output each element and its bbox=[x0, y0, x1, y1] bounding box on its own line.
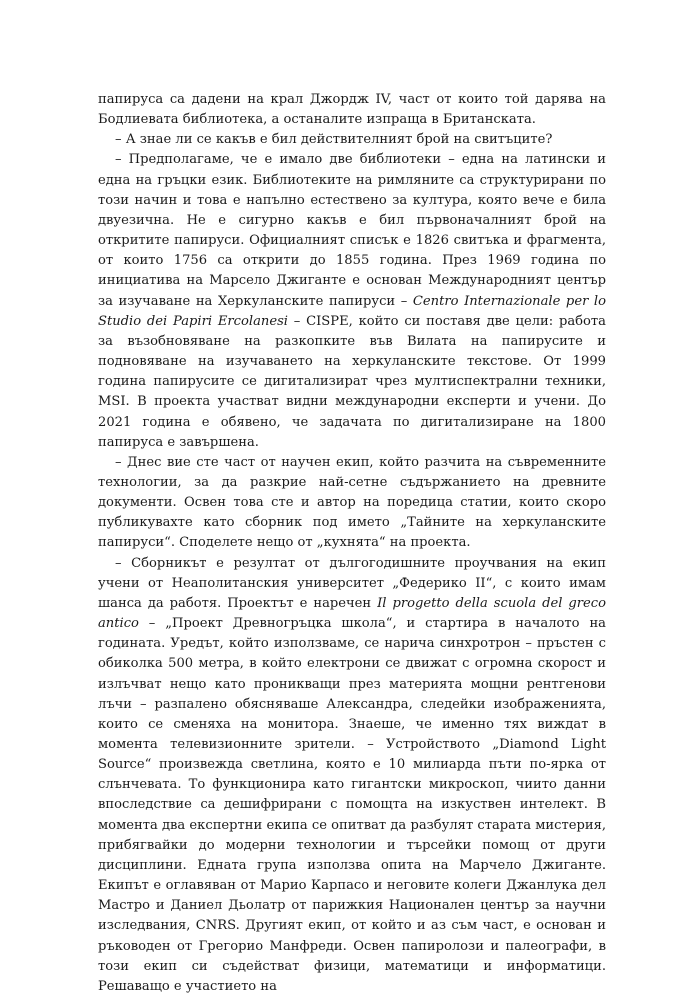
paragraph-text: – А знае ли се какъв е бил действителният брой на свитъците? bbox=[115, 132, 553, 148]
paragraph-1 bbox=[98, 90, 606, 130]
paragraph-text: – Предполагаме, че е имало две библиотеки – една на латински и една на гръцки език. Библиотеките на римляните са структурирани по този начин и това е напълно естествено за култура, която вече е била двуезична. Не е сигурно какъв е бил първоначалният брой на откритите папируси. Официалният списък е 1826 свитъка и фрагмента, от които 1756 са открити до 1855 година. През 1969 година по инициатива на Марсело Джиганте е основан Международният център за изучаване на Херкуланските папируси – bbox=[98, 152, 606, 309]
paragraph-text: папируса са дадени на крал Джордж IV, част от които той дарява на Бодлиевата библиотека, а останалите изпраща в Британската. bbox=[98, 92, 606, 128]
paragraph-3 bbox=[98, 150, 606, 452]
paragraph-5 bbox=[98, 554, 606, 997]
italic-title: Il progetto della scuola del greco antico bbox=[98, 595, 606, 632]
paragraph-text: – Днес вие сте част от научен екип, който разчита на съвременните технологии, за да разкрие най-сетне съдържанието на древните документи. Освен това сте и автор на поредица статии, които скоро публикувахте като сборник под името „Тайните на херкуланските папируси“. Споделете нещо от „кухнята“ на проекта. bbox=[98, 454, 606, 551]
paragraph-4 bbox=[98, 453, 606, 554]
paragraph-text: – „Проект Древногръцка школа“, и стартира в началото на годината. Уредът, който използваме, се нарича синхротрон – пръстен с обиколка 500 метра, в който електрони се движат с огромна скорост и излъчват нещо като проникващи през материята мощни рентгенови лъчи – разпалено обясняваше Александра, следейки изображенията, които се сменяха на монитора. Знаеше, че именно тях виждат в момента телевизионните зрители. – Устройството „Diamond Light Source“ произвежда светлина, която е 10 милиарда пъти по-ярка от слънчевата. То функционира като гигантски микроскоп, чиито данни впоследствие са дешифрирани с помощта на изкуствен интелект. В момента два експертни екипа се опитват да разбулят старата мистерия, прибягвайки до модерни технологии и търсейки помощ от други дисциплини. Едната група използва опита на Марчело Джиганте. Екипът е оглавяван от Марио Карпасо и неговите колеги Джанлука дел Мастро и Даниел Дьолатр от парижкия Национален център за научни изследвания, CNRS. Другият екип, от който и аз съм част, е основан и ръководен от Грегорио Манфреди. Освен папиролози и палеографи, в този екип си съдействат физици, математици и информатици. Решаващо е участието на bbox=[98, 616, 606, 994]
paragraph-text: – CISPE, който си поставя две цели: работа за възобновяване на разкопките във Вилата на папирусите и подновяване на изучаването на херкуланските текстове. От 1999 година папирусите се дигитализират чрез мултиспектрални техники, MSI. В проекта участват видни международни експерти и учени. До 2021 година е обявено, че задачата по дигитализиране на 1800 папируса е завършена. bbox=[98, 313, 606, 450]
paragraph-2 bbox=[98, 130, 606, 150]
paragraph-text: – Сборникът е резултат от дългогодишните проучвания на екип учени от Неаполитанския университет „Федерико II“, с които имам шанса да работя. Проектът е наречен bbox=[98, 555, 606, 611]
italic-title: Centro Internazionale per lo Studio dei Papiri Ercolanesi bbox=[98, 293, 606, 329]
page-body bbox=[98, 90, 606, 997]
